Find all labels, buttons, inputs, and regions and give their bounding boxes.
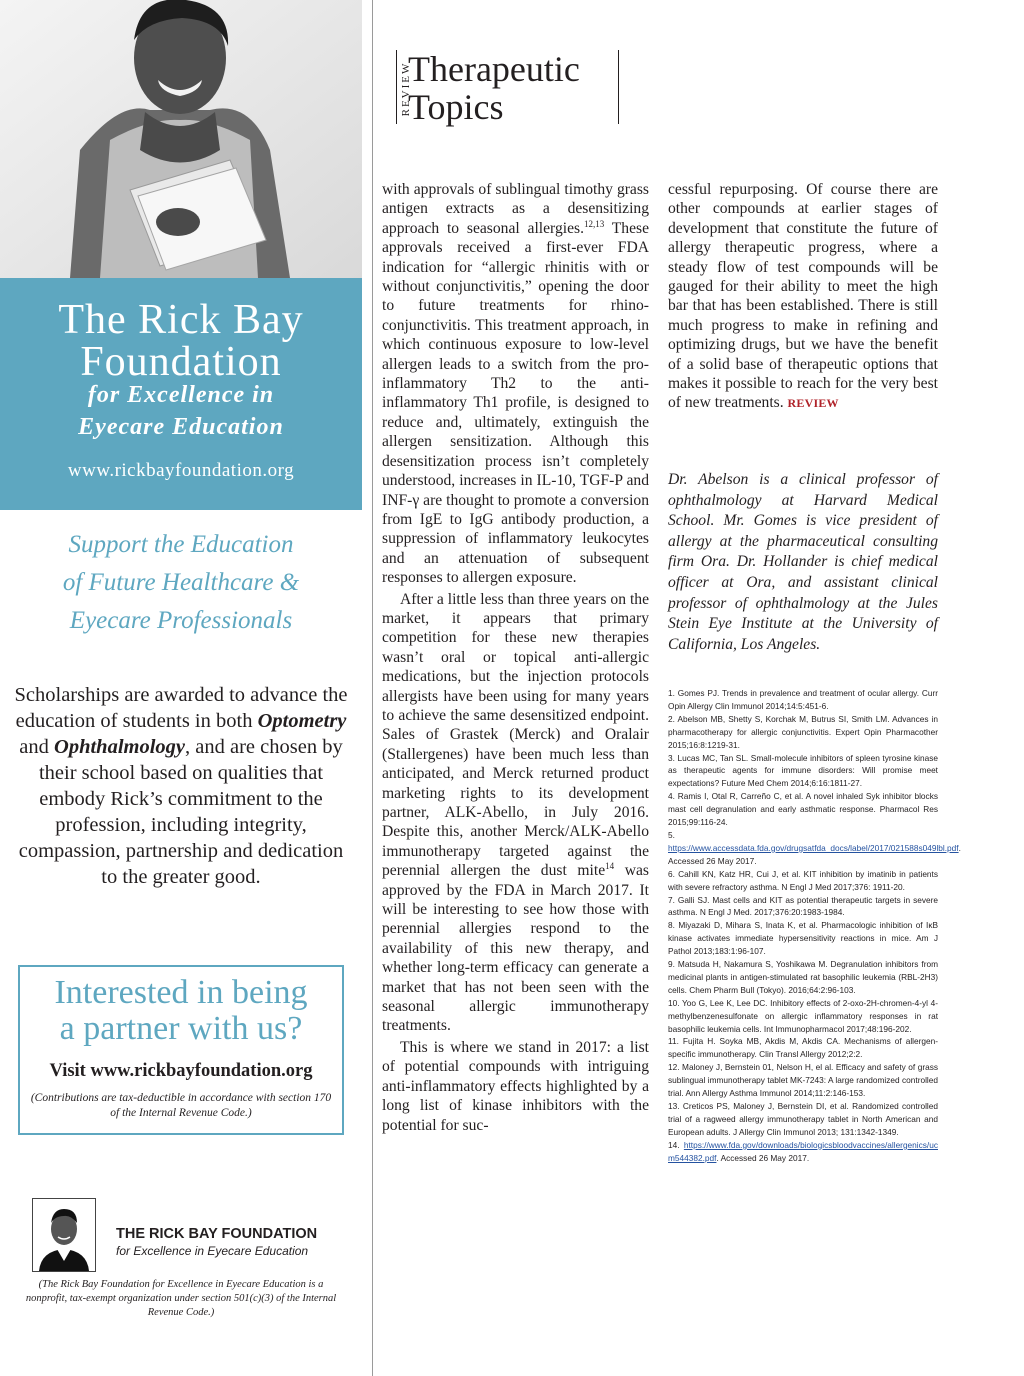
- foundation-url[interactable]: www.rickbayfoundation.org: [67, 460, 295, 481]
- reference-item: 10. Yoo G, Lee K, Lee DC. Inhibitory effects of 2-oxo-2H-chromen-4-yl 4-methylbenzenesulfonate on allergic inflammatory responses in rat basophilic leukemia cells. Int Immunopharmacol 2017;48:196-202.: [668, 997, 938, 1034]
- paragraph: with approvals of sublingual timothy grass antigen extracts as a desensitizing approach to seasonal allergies.$^{12,13}$ These approvals received a first-ever FDA indication for “allergic rhinitis with or without conjunctivitis,” opening the door to future treatments for rhino-conjunctivitis. This treatment approach, in which continuous exposure to low-level allergen leads to a switch from the pro-inflammatory Th2 to the anti-inflammatory Th1 profile, is designed to reduce and, ultimately, extinguish the allergen sensitization. Although this desensitization process isn’t completely understood, increases in IL-10, TGF-P and INF-γ are thought to promote a conversion from IgE to IgG antibody production, a suppression of inflammatory leukocytes and an attenuation of subsequent responses to allergen exposure.: [382, 181, 649, 587]
- support-line: of Future Healthcare &: [62, 569, 300, 596]
- reference-item: 1. Gomes PJ. Trends in prevalence and treatment of ocular allergy. Curr Opin Allergy Clin Immunol 2014;14:5:451-6.: [668, 688, 938, 711]
- foundation-title-line2: Foundation: [80, 339, 282, 385]
- partner-box: [18, 965, 344, 1135]
- paragraph: cessful repurposing. Of course there are other compounds at earlier stages of development that constitute the future of allergy therapeutic progress, where a steady flow of test compounds will be gauged for their ability to meet the high bar that has been established. There is still much progress to make in refining and optimizing drugs, but we have the benefit of a solid base of therapeutic options that makes it possible to reach for the very best of new treatments. REVIEW: [668, 181, 938, 412]
- student-photo: [0, 0, 362, 278]
- reference-item: 9. Matsuda H, Nakamura S, Yoshikawa M. Degranulation inhibitors from medicinal plants in antigen-stimulated rat basophilic leukemia (RBL-2H3) cells. Chem Pharm Bull (Tokyo). 2016;64:2:96-103.: [668, 959, 938, 995]
- partner-heading-line2: a partner with us?: [59, 1010, 303, 1047]
- author-bio: Dr. Abelson is a clinical professor of ophthalmology at Harvard Medical School. Mr. Gomes is vice president of allergy at the pharmaceutical consulting firm Ora. Dr. Hollander is chief medical officer at Ora, and assistant clinical professor of ophthalmology at the Jules Stein Eye Institute at the University of California, Los Angeles.: [668, 471, 938, 653]
- header-rule-left: [396, 50, 397, 124]
- references-list: [668, 687, 961, 1165]
- scholarship-text: Scholarships are awarded to advance the education of students in both Optometry and Ophthalmology, and are chosen by their school based on qualities that embody Rick’s commitment to the profession, including integrity, compassion, partnership and dedication to the greater good.: [14, 684, 348, 888]
- review-tab: REVIEW: [400, 61, 412, 117]
- section-title-line2: Topics: [408, 87, 504, 127]
- reference-item: 2. Abelson MB, Shetty S, Korchak M, Butrus SI, Smith LM. Advances in pharmacotherapy for allergic conjunctivitis. Expert Opin Pharmacother 2015;16:8:1219-31.: [668, 713, 938, 750]
- partner-heading-line1: Interested in being: [54, 974, 308, 1011]
- header-rule-right: [618, 50, 619, 124]
- reference-item: 13. Creticos PS, Maloney J, Bernstein DI, et al. Randomized controlled trial of a ragweed allergy immunotherapy tablet in North American and European adults. J Allergy Clin Immunol 2013; 131:1342-1349.: [668, 1101, 938, 1137]
- foundation-banner: [0, 278, 362, 510]
- reference-item: 4. Ramis I, Otal R, Carreño C, et al. A novel inhaled Syk inhibitor blocks mast cell degranulation and early asthmatic response. Pharmacol Res 2015;99:116-24.: [668, 791, 938, 828]
- support-line: Eyecare Professionals: [69, 607, 293, 634]
- reference-link[interactable]: https://www.fda.gov/downloads/biologicsbloodvaccines/allergenics/ucm544382.pdf: [668, 1139, 938, 1163]
- reference-item: 12. Maloney J, Bernstein 01, Nelson H, el al. Efficacy and safety of grass sublingual immunotherapy tablet MK-7243: A large randomized controlled trial. Ann Allergy Asthma Immunol 2014;11:2:146-153.: [668, 1062, 938, 1099]
- foundation-subtitle-line2: Eyecare Education: [78, 414, 284, 440]
- support-slogan: [0, 526, 362, 640]
- reference-item: 8. Miyazaki D, Mihara S, Inata K, et al. Pharmacologic inhibition of IκB kinase activates immediate hypersensitivity reactions in mice. Am J Pathol 2013;183:1:96-107.: [668, 920, 938, 957]
- reference-item: 3. Lucas MC, Tan SL. Small-molecule inhibitors of spleen tyrosine kinase as therapeutic agents for immune disorders: Will promise meet expectations? Future Med Chem 2014;6:16:1811-27.: [668, 752, 938, 789]
- reference-item: 5. https://www.accessdata.fda.gov/drugsatfda_docs/label/2017/021588s049lbl.pdf. Accessed 26 May 2017.: [668, 829, 961, 866]
- reference-item: 14. https://www.fda.gov/downloads/biologicsbloodvaccines/allergenics/ucm544382.pdf. Accessed 26 May 2017.: [668, 1139, 938, 1163]
- contribution-note: (Contributions are tax-deductible in accordance with section 170 of the Internal Revenue Code.): [30, 1092, 332, 1119]
- column-divider: [372, 0, 373, 1376]
- section-title-line1: Therapeutic: [408, 49, 580, 89]
- article-column-2: [668, 180, 938, 414]
- reference-item: 6. Cahill KN, Katz HR, Cui J, et al. KIT inhibition by imatinib in patients with severe refractory asthma. N Engl J Med 2017;376: 1911-20.: [668, 868, 938, 892]
- paragraph: After a little less than three years on the market, it appears that primary competition for these new therapies wasn’t oral or topical anti-allergic medications, but the injection protocols allergists have been using for many years to achieve the same desensitized endpoint. Sales of Grastek (Merck) and Oralair (Stallergenes) have been much less than anticipated, and Merck returned product marketing rights to its development partner, ALK-Abello, in July 2016. Despite this, another Merck/ALK-Abello immunotherapy targeted against the perennial allergen the dust mite$^{14}$ was approved by the FDA in March 2017. It will be interesting to see how those with perennial allergies respond to the availability of this new therapy, and whether long-term efficacy can generate a market that has not been seen with the seasonal allergic immunotherapy treatments.: [382, 590, 649, 1035]
- foundation-subtitle-line1: for Excellence in: [87, 382, 275, 408]
- reference-link[interactable]: https://www.accessdata.fda.gov/drugsatfda_docs/label/2017/021588s049lbl.pdf: [668, 842, 959, 853]
- logo-subtitle: for Excellence in Eyecare Education: [116, 1244, 309, 1258]
- visit-link[interactable]: Visit www.rickbayfoundation.org: [49, 1061, 313, 1081]
- foundation-title-line1: The Rick Bay: [58, 297, 304, 343]
- article-column-1: [382, 180, 649, 1135]
- foundation-ad: [0, 0, 362, 1376]
- support-line: Support the Education: [68, 531, 294, 558]
- logo-name: THE RICK BAY FOUNDATION: [116, 1226, 318, 1242]
- end-of-article-mark: REVIEW: [787, 396, 839, 411]
- nonprofit-note: (The Rick Bay Foundation for Excellence in Eyecare Education is a nonprofit, tax-exempt organization under section 501(c)(3) of the Internal Revenue Code.): [25, 1279, 337, 1318]
- paragraph: This is where we stand in 2017: a list of potential compounds with intriguing anti-inflammatory effects highlighted by a long list of kinase inhibitors with the potential for suc-: [382, 1038, 649, 1134]
- reference-item: 7. Galli SJ. Mast cells and KIT as potential therapeutic targets in severe asthma. N Engl J Med. 2017;376:20:1983-1984.: [668, 894, 938, 918]
- founder-portrait-logo: [32, 1198, 96, 1272]
- reference-item: 11. Fujita H. Soyka MB, Akdis M, Akdis CA. Mechanisms of allergen-specific immunotherapy. Clin Transl Allergy 2012;2:2.: [668, 1036, 938, 1060]
